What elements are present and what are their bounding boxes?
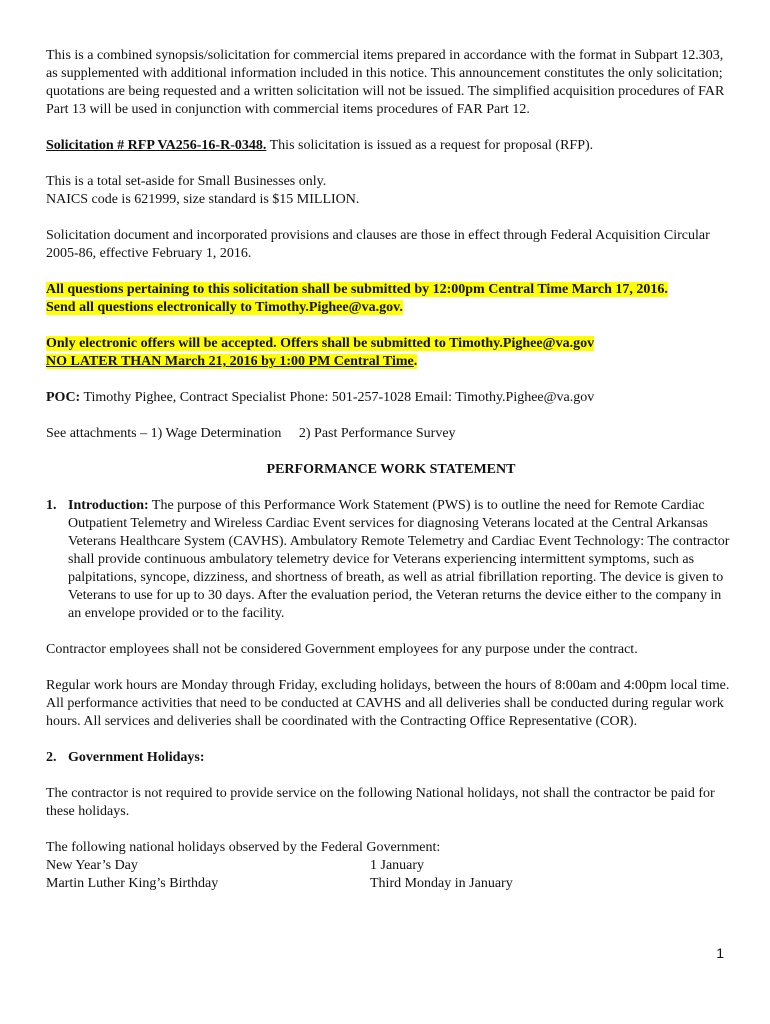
holidays-note: The contractor is not required to provide service on the following National holidays, not shall the contractor be paid for these holidays. — [46, 786, 715, 819]
naics-text: NAICS code is 621999, size standard is $15 MILLION. — [46, 192, 360, 207]
section-2 — [46, 749, 736, 767]
holidays-intro: The following national holidays observed by the Federal Government: — [46, 840, 441, 855]
holiday-date: 1 January — [370, 858, 425, 873]
page-number: 1 — [716, 945, 724, 961]
section-1-number: 1. — [46, 498, 57, 513]
document-page — [46, 47, 736, 893]
holiday-row — [46, 875, 736, 893]
holiday-row — [46, 857, 736, 875]
pws-title: PERFORMANCE WORK STATEMENT — [266, 462, 516, 477]
offers-line-1: Only electronic offers will be accepted. Offers shall be submitted to Timothy.Pighee@va.gov — [46, 336, 595, 351]
section-1-body — [68, 497, 736, 623]
offers-deadline — [46, 353, 736, 371]
offers-line-2-end: . — [413, 354, 418, 369]
contractor-employees-paragraph: Contractor employees shall not be considered Government employees for any purpose under the contract. — [46, 642, 638, 657]
solicitation-number: Solicitation # RFP VA256-16-R-0348. — [46, 138, 267, 153]
set-aside-text: This is a total set-aside for Small Businesses only. — [46, 174, 327, 189]
questions-email — [46, 299, 736, 317]
section-1-heading: Introduction: — [68, 498, 149, 513]
provisions-paragraph: Solicitation document and incorporated provisions and clauses are those in effect through Federal Acquisition Circular 2005-86, effective February 1, 2016. — [46, 228, 710, 261]
section-1-text: The purpose of this Performance Work Statement (PWS) is to outline the need for Remote Cardiac Outpatient Telemetry and Wireless Cardiac Event services for diagnosing Veterans located at the Central Arkansas Veterans Healthcare System (CAVHS). Ambulatory Remote Telemetry and Cardiac Event Technology: The contractor shall provide continuous ambulatory telemetry device for Veterans experiencing intermittent symptoms, such as palpitations, syncope, dizziness, and shortness of breath, as well as atrial fibrillation reporting. The device is given to Veterans to use for up to 30 days. After the evaluation period, the Veteran returns the device either to the company in an envelope provided or to the facility. — [68, 498, 730, 621]
holiday-name: New Year’s Day — [46, 858, 138, 873]
intro-paragraph: This is a combined synopsis/solicitation for commercial items prepared in accordance with the format in Subpart 12.303, as supplemented with additional information included in this notice. This announcement constitutes the only solicitation; quotations are being requested and a written solicitation will not be issued. The simplified acquisition procedures of FAR Part 13 will be used in conjunction with commercial items procedures of FAR Part 12. — [46, 48, 725, 117]
attachments-text: See attachments – 1) Wage Determination 2) Past Performance Survey — [46, 426, 456, 441]
solicitation-text: This solicitation is issued as a request for proposal (RFP). — [266, 138, 594, 153]
questions-line-1: All questions pertaining to this solicitation shall be submitted by 12:00pm Central Time March 17, 2016. — [46, 282, 668, 297]
poc-label: POC: — [46, 390, 81, 405]
section-2-number: 2. — [46, 750, 57, 765]
questions-line-2: Send all questions electronically to Timothy.Pighee@va.gov. — [46, 300, 403, 315]
offers-line-2: NO LATER THAN March 21, 2016 by 1:00 PM Central Time — [46, 354, 414, 369]
section-2-heading: Government Holidays: — [68, 750, 205, 765]
holiday-name: Martin Luther King’s Birthday — [46, 876, 219, 891]
offers-paragraph — [46, 335, 736, 353]
section-1 — [46, 497, 736, 623]
work-hours-paragraph: Regular work hours are Monday through Friday, excluding holidays, between the hours of 8:00am and 4:00pm local time. All performance activities that need to be conducted at CAVHS and all deliveries shall be conducted during regular work hours. All services and deliveries shall be coordinated with the Contracting Office Representative (COR). — [46, 678, 730, 729]
poc-paragraph — [46, 389, 736, 407]
poc-text: Timothy Pighee, Contract Specialist Phone: 501-257-1028 Email: Timothy.Pighee@va.gov — [80, 390, 595, 405]
holiday-date: Third Monday in January — [370, 876, 513, 891]
solicitation-paragraph — [46, 137, 736, 155]
questions-deadline — [46, 281, 736, 299]
